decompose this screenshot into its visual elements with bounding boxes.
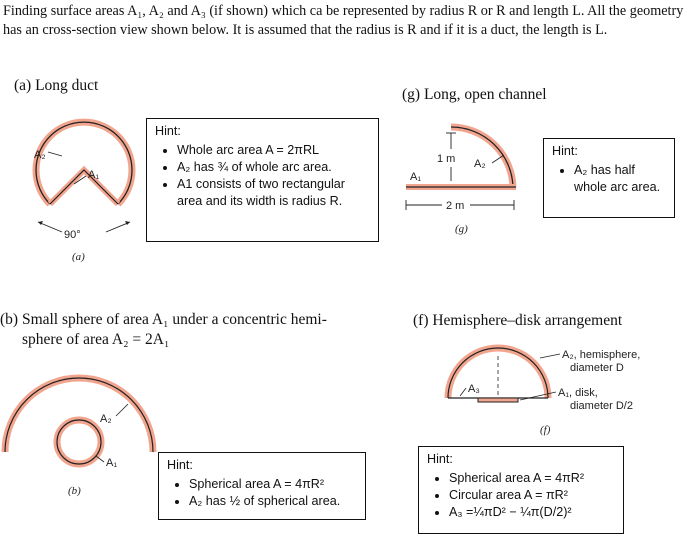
- intro-text: Finding surface areas A₁, A₂ and A₃ (if shown) which ca be represented by radius R or R and length L. All the geometry has an cross-section view shown below. It is assumed that the radius is R and if it is a duct, the length is L.: [3, 3, 684, 38]
- caption-a: (a): [72, 251, 85, 263]
- caption-g: (g): [455, 223, 468, 235]
- hint-f-title: Hint:: [427, 452, 453, 466]
- hint-box-f: [418, 446, 624, 534]
- f-disk: [478, 398, 518, 402]
- figure-f: [438, 336, 673, 440]
- hint-g-item: • A₂ has half whole arc area.: [574, 162, 666, 196]
- label-angle: 90°: [64, 229, 81, 241]
- hint-box-a: [146, 118, 379, 242]
- section-f-title: (f) Hemisphere–disk arrangement: [413, 312, 623, 329]
- duct-arc-outer: [36, 122, 132, 204]
- figure-a: [10, 100, 150, 275]
- label-a2: A₂: [34, 149, 46, 161]
- duct-v: [50, 170, 118, 204]
- label-a1-sub: diameter D/2: [570, 400, 633, 412]
- label-a2: A₂: [100, 413, 112, 425]
- section-a-title: (a) Long duct: [14, 77, 99, 94]
- hint-a-item: • Whole arc area A = 2πRL: [177, 142, 370, 159]
- hint-box-b: [158, 452, 366, 520]
- label-a1: A₁, disk,: [558, 387, 598, 399]
- hint-b-item: • Spherical area A = 4πR²: [189, 476, 357, 493]
- label-a1: A₁: [106, 457, 118, 469]
- section-g-title: (g) Long, open channel: [402, 86, 547, 103]
- label-a3: A₃: [468, 383, 480, 395]
- hint-a-item: • A₂ has ¾ of whole arc area.: [177, 159, 370, 176]
- label-a2-sub: diameter D: [570, 362, 624, 374]
- label-width: 2 m: [446, 200, 465, 212]
- label-a1: A₁: [410, 171, 422, 183]
- label-height: 1 m: [437, 153, 456, 165]
- label-a2: A₂, hemisphere,: [562, 349, 641, 361]
- caption-f: (f): [540, 424, 551, 436]
- label-a2: A₂: [474, 158, 486, 170]
- figure-b: [0, 360, 175, 520]
- hint-g-title: Hint:: [552, 144, 578, 158]
- hint-a-item: • A1 consists of two rectangular area and its width is radius R.: [177, 176, 370, 210]
- hint-b-title: Hint:: [167, 458, 193, 472]
- section-b-title-line1: (b) Small sphere of area A₁ under a concentric hemi-: [0, 311, 327, 328]
- duct-v-outer: [50, 170, 118, 204]
- hint-f-item: • Spherical area A = 4πR²: [449, 470, 615, 487]
- figure-g: [394, 115, 534, 240]
- caption-b: (b): [68, 485, 81, 497]
- hint-f-item: • Circular area A = πR²: [449, 487, 615, 504]
- small-sphere: [57, 420, 101, 464]
- hint-a-title: Hint:: [155, 124, 181, 138]
- hint-f-item: • A₃ =¼πD² − ¼π(D/2)²: [449, 504, 615, 521]
- hemisphere-outer: [5, 378, 153, 452]
- section-b-title-line2: sphere of area A₂ = 2A₁: [22, 331, 170, 348]
- hint-b-item: • A₂ has ½ of spherical area.: [189, 493, 357, 510]
- label-a1: A₁: [88, 169, 100, 181]
- hemisphere: [5, 378, 153, 452]
- hint-box-g: [543, 138, 675, 218]
